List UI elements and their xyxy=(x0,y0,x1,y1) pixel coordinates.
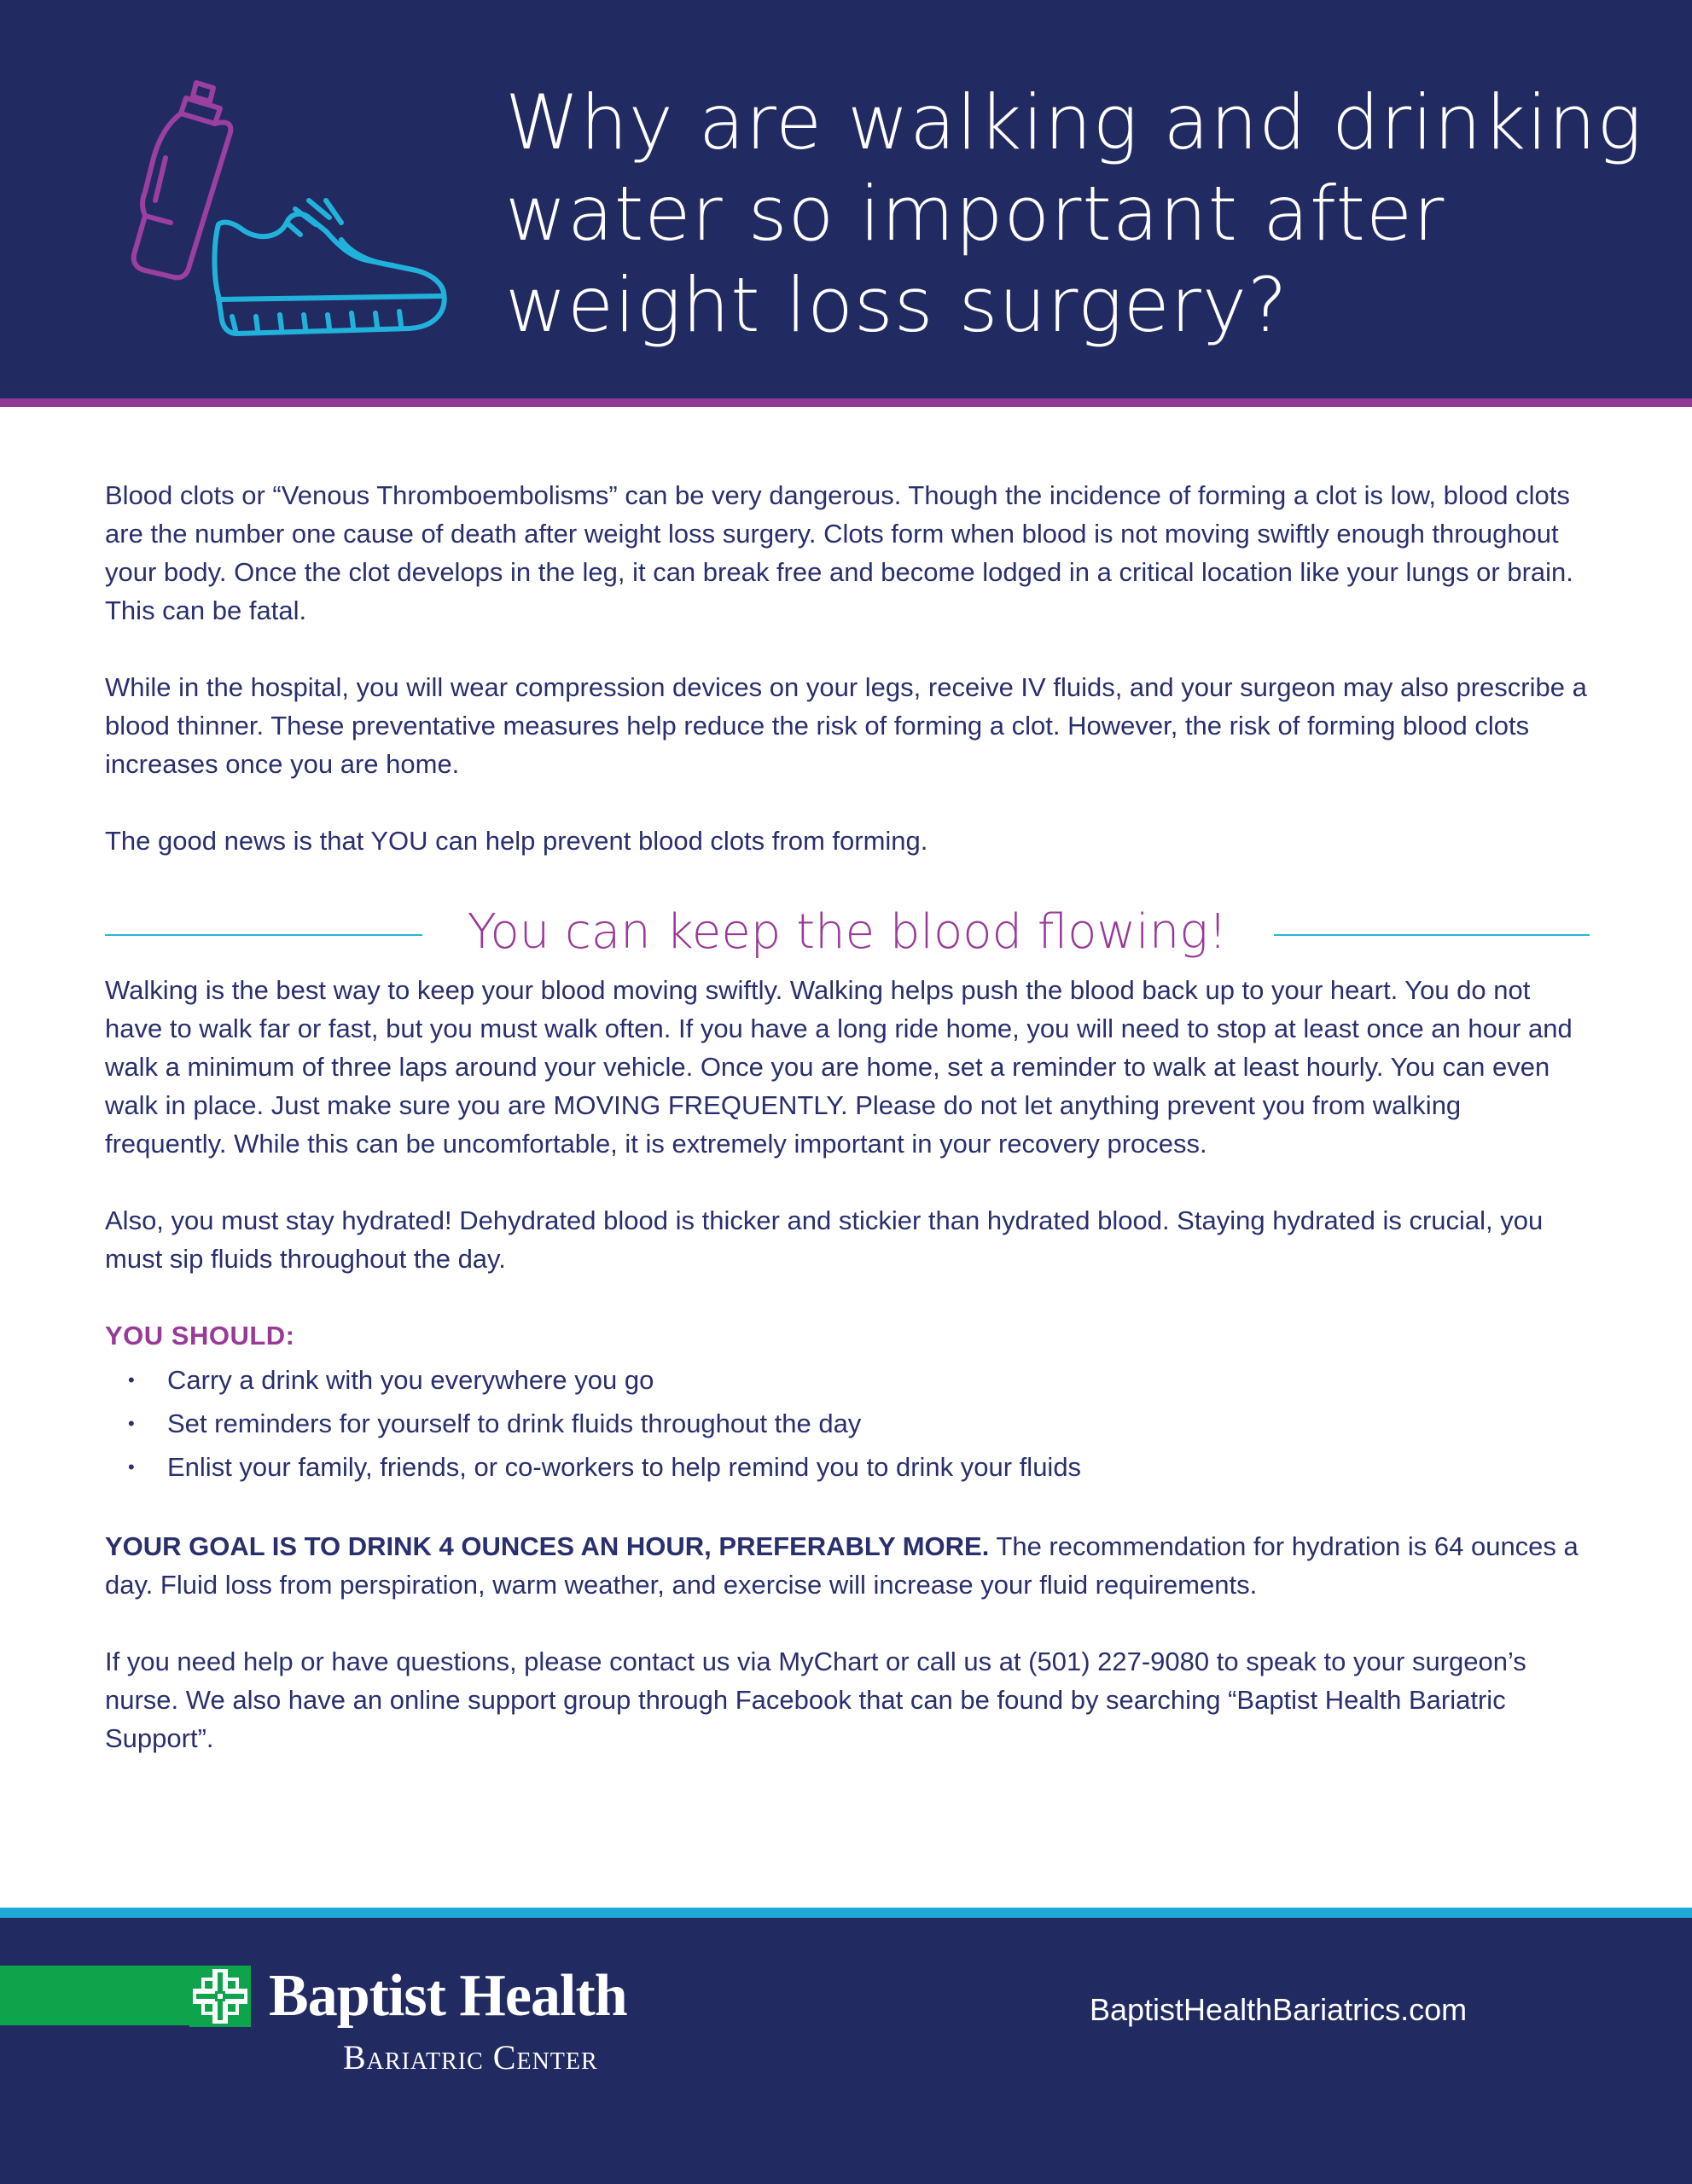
header-divider xyxy=(0,398,1692,407)
paragraph-spacer xyxy=(105,1604,1590,1642)
brand-logo-name: Baptist Health xyxy=(269,1963,627,2029)
you-should-heading: YOU SHOULD: xyxy=(105,1321,295,1350)
contact-paragraph: If you need help or have questions, please contact us via MyChart or call us at (501) 227-9080 to speak to your surgeon’s nurse. We also have an online support group through Facebook that can be found by searching “Baptist Health Bariatric Support”. xyxy=(105,1647,1526,1753)
paragraph-spacer xyxy=(105,630,1590,668)
footer-banner xyxy=(0,1918,1692,2184)
list-item xyxy=(105,1358,1590,1402)
paragraph-spacer xyxy=(105,783,1590,822)
paragraph-spacer xyxy=(105,1278,1590,1316)
bullet-icon: • xyxy=(128,1413,135,1434)
footer-divider xyxy=(0,1908,1692,1918)
list-item-text: Enlist your family, friends, or co-workers to help remind you to drink your fluids xyxy=(167,1452,1082,1482)
header-illustration xyxy=(85,73,461,371)
paragraph-spacer xyxy=(105,1489,1590,1527)
list-item-text: Set reminders for yourself to drink fluids throughout the day xyxy=(167,1409,862,1438)
you-should-list xyxy=(105,1358,1590,1489)
heading-rule-right xyxy=(1274,934,1590,936)
logo-accent-bar xyxy=(0,1966,192,2025)
goal-lead: YOUR GOAL IS TO DRINK 4 OUNCES AN HOUR, PREFERABLY MORE. xyxy=(105,1531,990,1561)
list-item-text: Carry a drink with you everywhere you go xyxy=(167,1365,654,1395)
bullet-icon: • xyxy=(128,1369,135,1391)
website-link[interactable]: BaptistHealthBariatrics.com xyxy=(1090,1992,1468,2027)
page-title: Why are walking and drinking water so important after weight loss surgery? xyxy=(505,78,1643,349)
hydration-paragraph: Also, you must stay hydrated! Dehydrated blood is thicker and stickier than hydrated blood. Staying hydrated is crucial, you must sip fluids throughout the day. xyxy=(105,1205,1544,1274)
sneaker-icon xyxy=(215,200,445,334)
goal-paragraph xyxy=(105,1527,1590,1604)
section-heading: You can keep the blood flowing! xyxy=(467,904,1228,960)
goal-text: The recommendation for hydration is 64 ounces a day. Fluid loss from perspiration, warm weather, and exercise will increase your fluid requirements. xyxy=(105,1531,1579,1600)
intro-paragraph-clots: Blood clots or “Venous Thromboembolisms” can be very dangerous. Though the incidence of forming a clot is low, blood clots are the number one cause of death after weight loss surgery. Clots form when blood is not moving swiftly enough throughout your body. Once the clot develops in the leg, it can break free and become lodged in a critical location like your lungs or brain. This can be fatal. xyxy=(105,480,1573,625)
baptist-health-cross-icon xyxy=(189,1966,251,2027)
list-item xyxy=(105,1445,1590,1489)
bullet-icon: • xyxy=(128,1456,135,1478)
article-body xyxy=(105,476,1590,1757)
brand-logo-subtitle: Bariatric Center xyxy=(343,2038,598,2077)
paragraph-spacer xyxy=(105,1163,1590,1201)
section-heading-block xyxy=(105,894,1590,971)
intro-paragraph-hospital: While in the hospital, you will wear compression devices on your legs, receive IV fluids, and your surgeon may also prescribe a blood thinner. These preventative measures help reduce the risk of forming a clot. However, the risk of forming blood clots increases once you are home. xyxy=(105,672,1587,779)
intro-paragraph-good-news: The good news is that YOU can help prevent blood clots from forming. xyxy=(105,826,928,856)
walking-paragraph: Walking is the best way to keep your blood moving swiftly. Walking helps push the blood back up to your heart. You do not have to walk far or fast, but you must walk often. If you have a long ride home, you will need to stop at least once an hour and walk a minimum of three laps around your vehicle. Once you are home, set a reminder to walk at least hourly. You can even walk in place. Just make sure you are MOVING FREQUENTLY. Please do not let anything prevent you from walking frequently. While this can be uncomfortable, it is extremely important in your recovery process. xyxy=(105,975,1573,1159)
list-item xyxy=(105,1402,1590,1445)
